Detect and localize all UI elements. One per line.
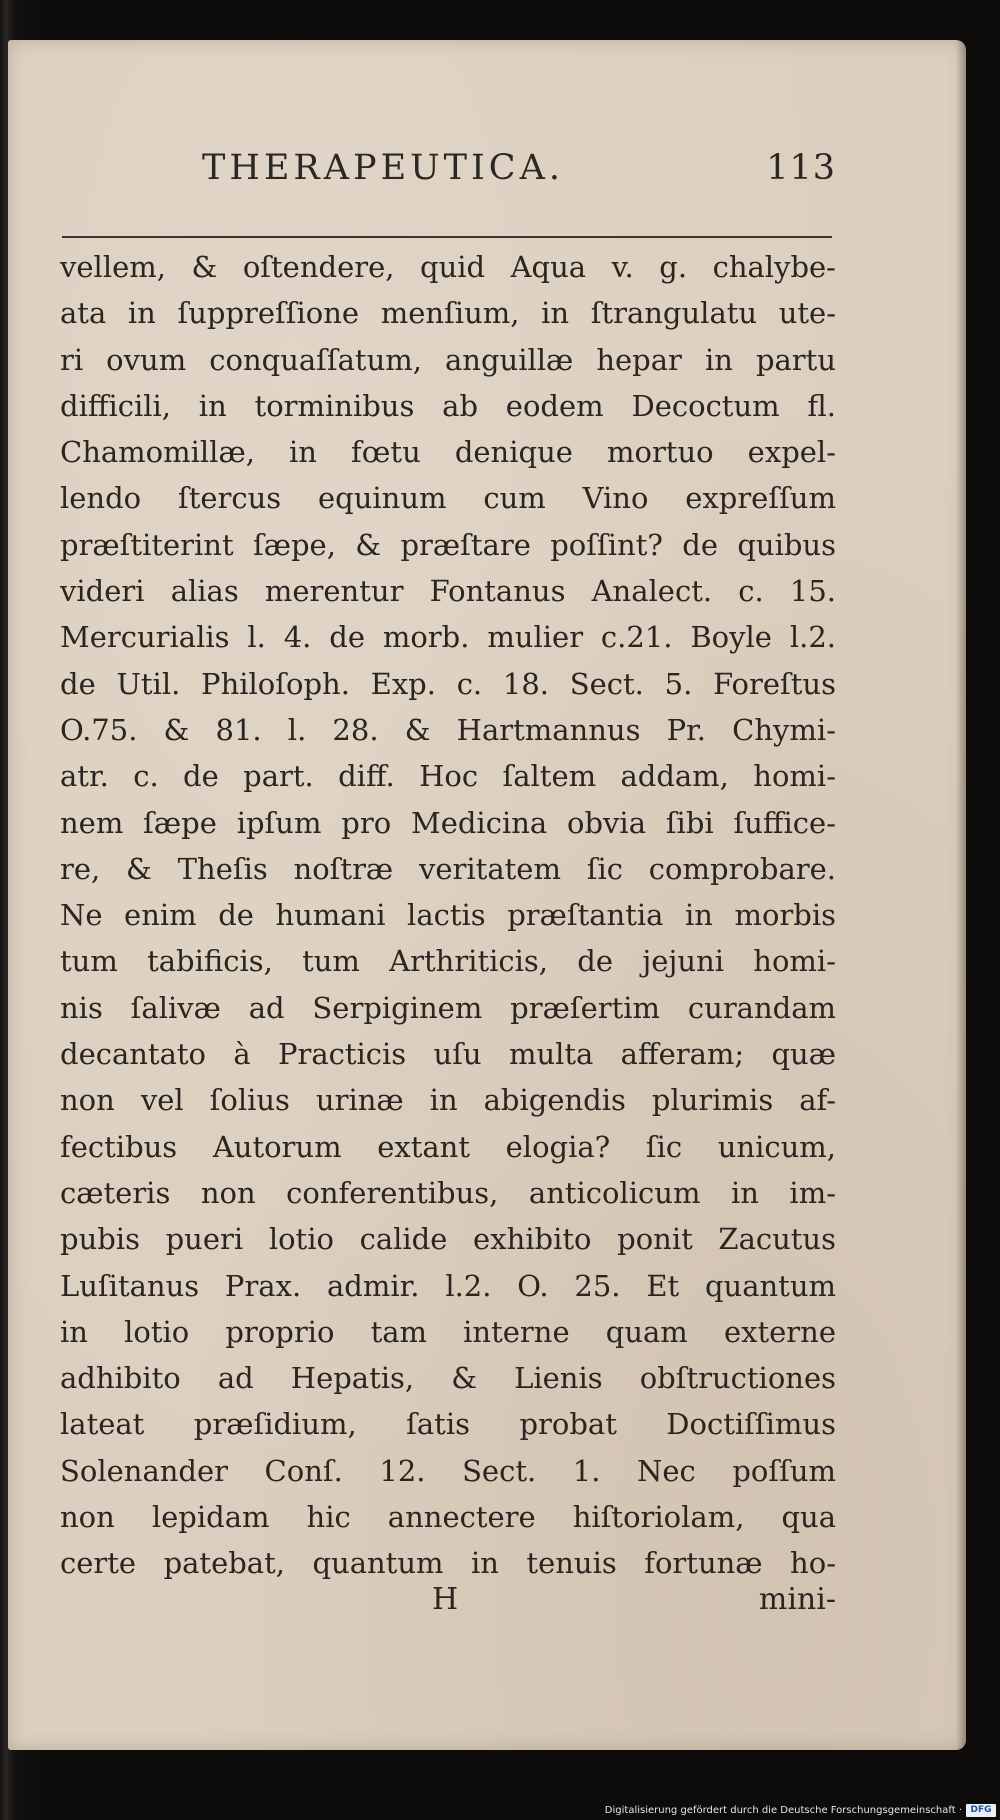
text-line: adhibito ad Hepatis, & Lienis obſtructiones [60,1361,836,1396]
text-line: præſtiterint ſæpe, & præſtare poſſint? de quibus [60,527,836,562]
dfg-logo: DFG [966,1804,996,1817]
text-line: Chamomillæ, in fœtu denique mortuo expel- [60,435,836,470]
text-line: lateat præſidium, ſatis probat Doctiſſimus [60,1407,836,1442]
text-line: fectibus Autorum extant elogia? ſic unicum, [60,1129,836,1164]
text-line: videri alias merentur Fontanus Analect. c. 15. [60,574,836,609]
page-edge-shadow [956,40,966,1750]
text-line: nem ſæpe ipſum pro Medicina obvia ſibi ſuffice- [60,805,836,840]
text-line: certe patebat, quantum in tenuis fortunæ ho- [60,1546,836,1581]
text-line: decantato à Practicis uſu multa afferam; quæ [60,1037,836,1072]
text-line: ri ovum conquaſſatum, anguillæ hepar in partu [60,342,836,377]
text-line: O.75. & 81. l. 28. & Hartmannus Pr. Chymi- [60,712,836,747]
text-line: ata in ſuppreſſione menſium, in ſtrangulatu ute- [60,296,836,331]
text-line: vellem, & oſtendere, quid Aqua v. g. chalybe- [60,250,836,284]
text-line: lendo ſtercus equinum cum Vino expreſſum [60,481,836,516]
text-line: non lepidam hic annectere hiſtoriolam, qua [60,1500,836,1535]
digitization-credit: Digitalisierung gefördert durch die Deutsche Forschungsgemeinschaft · [604,1805,962,1816]
text-line: Luſitanus Prax. admir. l.2. O. 25. Et quantum [60,1268,836,1303]
catchword: mini- [758,1582,836,1617]
running-head-title: THERAPEUTICA. [202,148,564,188]
body-text [60,244,836,1587]
text-line: in lotio proprio tam interne quam externe [60,1314,836,1349]
text-line: non vel ſolius urinæ in abigendis plurimis af- [60,1083,836,1118]
text-line: Mercurialis l. 4. de morb. mulier c.21. Boyle l.2. [60,620,836,655]
text-line: difficili, in torminibus ab eodem Decoctum fl. [60,388,836,423]
header-rule [62,236,832,238]
text-line: de Util. Philoſoph. Exp. c. 18. Sect. 5. Foreſtus [60,666,836,701]
text-line: tum tabificis, tum Arthriticis, de jejuni homi- [60,944,836,979]
book-page [8,40,966,1750]
text-line: atr. c. de part. diff. Hoc ſaltem addam, homi- [60,759,836,794]
text-line: cæteris non conferentibus, anticolicum in im- [60,1175,836,1210]
page-footer [60,1582,836,1628]
text-line: re, & Theſis noſtræ veritatem ſic comprobare. [60,851,836,886]
text-line: Solenander Conſ. 12. Sect. 1. Nec poſſum [60,1453,836,1488]
page-number: 113 [766,148,836,188]
text-line: nis ſalivæ ad Serpiginem præſertim curandam [60,990,836,1025]
running-head [60,148,836,194]
text-line: Ne enim de humani lactis præſtantia in morbis [60,898,836,933]
signature-mark: H [432,1582,459,1617]
text-line: pubis pueri lotio calide exhibito ponit Zacutus [60,1222,836,1257]
